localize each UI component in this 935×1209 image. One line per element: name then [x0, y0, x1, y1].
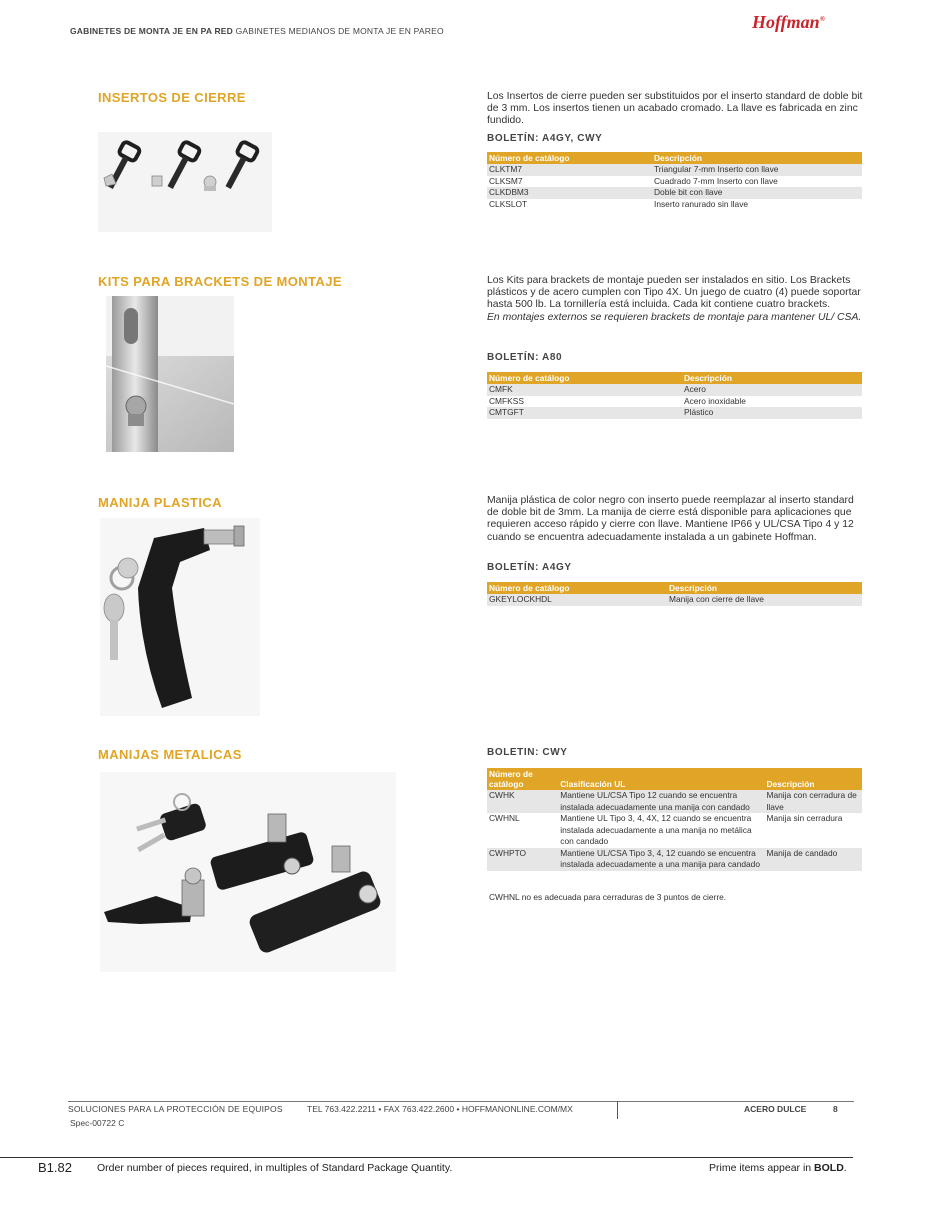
- table-row: CWHK Mantiene UL/CSA Tipo 12 cuando se encuentra instalada adecuadamente una manija con candado Manija con cerradura de llave: [487, 790, 862, 813]
- kits-description-note: En montajes externos se requieren brackets de montaje para mantener UL/ CSA.: [487, 311, 862, 323]
- column-header: Número de catálogo: [487, 768, 558, 790]
- table-row: CLKSM7 Cuadrado 7-mm Inserto con llave: [489, 175, 778, 186]
- column-header: Descripción: [652, 152, 862, 164]
- column-header: Clasificación UL: [558, 768, 764, 790]
- kits-description: [487, 275, 867, 324]
- plastic-handle-photo: [100, 518, 260, 716]
- insertos-table: [487, 152, 862, 210]
- section-title-manijas-metalicas: MANIJAS METALICAS: [98, 747, 242, 762]
- section-title-manija-plastica: MANIJA PLASTICA: [98, 495, 222, 510]
- footer-contact: TEL 763.422.2211 • FAX 763.422.2600 • HOFFMANONLINE.COM/MX: [307, 1104, 573, 1114]
- metal-handles-photo: [100, 772, 396, 972]
- insertos-description: Los Insertos de cierre pueden ser substituidos por el inserto standard de doble bit de 3 mm. Los insertos tienen un acabado cromado. La llave es fabricada en zinc fundido.: [487, 91, 863, 127]
- section-title-insertos: INSERTOS DE CIERRE: [98, 90, 246, 105]
- manija-plastica-table: [487, 582, 862, 606]
- footer-divider: [617, 1101, 618, 1119]
- header-section-light: GABINETES MEDIANOS DE MONTA JE EN PAREO: [235, 26, 444, 36]
- mounting-bracket-photo: [106, 296, 234, 452]
- table-row: CMTGFT Plástico: [487, 407, 862, 419]
- kits-description-text: Los Kits para brackets de montaje pueden ser instalados en sitio. Los Brackets plásticos y de acero cumplen con Tipo 4X. Un juego de cuatro (4) puede soportar hasta 500 lb. La tornillería está incluida. Cada kit contiene cuatro brackets.: [487, 275, 861, 311]
- column-header: Número de catálogo: [487, 582, 667, 594]
- kits-bulletin: BOLETÍN: A80: [487, 352, 563, 363]
- bottom-rule: [0, 1157, 853, 1158]
- footer-company: SOLUCIONES PARA LA PROTECCIÓN DE EQUIPOS: [68, 1104, 283, 1114]
- table-row: CMFKSS Acero inoxidable: [489, 395, 746, 406]
- footer-rule: [68, 1101, 854, 1102]
- table-row: CWHPTO Mantiene UL/CSA Tipo 3, 4, 12 cuando se encuentra instalada adecuadamente a una manija para candado Manija de candado: [487, 848, 862, 871]
- table-row: CMFK Acero: [487, 384, 862, 396]
- header-section-bold: GABINETES DE MONTA JE EN PA RED: [70, 26, 233, 36]
- table-row: CLKDBM3 Doble bit con llave: [487, 187, 862, 199]
- manija-plastica-description: Manija plástica de color negro con inserto puede reemplazar al inserto standard de doble bit de 3mm. La manija de cierre está disponible para aplicaciones que requieren acceso rápido y cierre con llave. Mantiene IP66 y UL/CSA Tipo 4 y 12 cuando se encuentra adecuadamente instalada a un gabinete Hoffman.: [487, 495, 854, 543]
- column-header: Descripción: [765, 768, 863, 790]
- section-title-kits: KITS PARA BRACKETS DE MONTAJE: [98, 274, 342, 289]
- table-header-row: [487, 372, 862, 384]
- manija-plastica-bulletin: BOLETÍN: A4GY: [487, 562, 572, 573]
- table-row: CLKSLOT Inserto ranurado sin llave: [489, 198, 749, 209]
- running-header: [70, 26, 444, 36]
- table-row: CWHNL Mantiene UL Tipo 3, 4, 4X, 12 cuando se encuentra instalada adecuadamente a una manija no metálica con candado Manija sin cerradura: [489, 813, 843, 846]
- manijas-metalicas-bulletin: BOLETIN: CWY: [487, 747, 568, 758]
- column-header: Número de catálogo: [487, 152, 652, 164]
- kits-table: [487, 372, 862, 419]
- table-row: CLKTM7 Triangular 7-mm Inserto con llave: [487, 164, 862, 176]
- footer-material: ACERO DULCE: [744, 1104, 807, 1114]
- table-header-row: [487, 768, 862, 790]
- table-row: GKEYLOCKHDL Manija con cierre de llave: [487, 594, 862, 606]
- order-note: Order number of pieces required, in multiples of Standard Package Quantity.: [97, 1162, 453, 1174]
- table-header-row: [487, 152, 862, 164]
- page-number: 8: [833, 1104, 838, 1114]
- column-header: Descripción: [682, 372, 862, 384]
- hoffman-logo: Hoffman®: [752, 12, 825, 32]
- cwhnl-note: CWHNL no es adecuada para cerraduras de 3 puntos de cierre.: [489, 892, 727, 902]
- table-header-row: [487, 582, 862, 594]
- spec-code: Spec-00722 C: [70, 1118, 125, 1128]
- column-header: Descripción: [667, 582, 862, 594]
- cierre-inserts-photo: [98, 132, 272, 232]
- column-header: Número de catálogo: [487, 372, 682, 384]
- prime-note: Prime items appear in BOLD.: [709, 1162, 847, 1174]
- insertos-bulletin: BOLETÍN: A4GY, CWY: [487, 133, 603, 144]
- manijas-metalicas-table: [487, 768, 862, 871]
- catalog-page-code: B1.82: [38, 1160, 72, 1175]
